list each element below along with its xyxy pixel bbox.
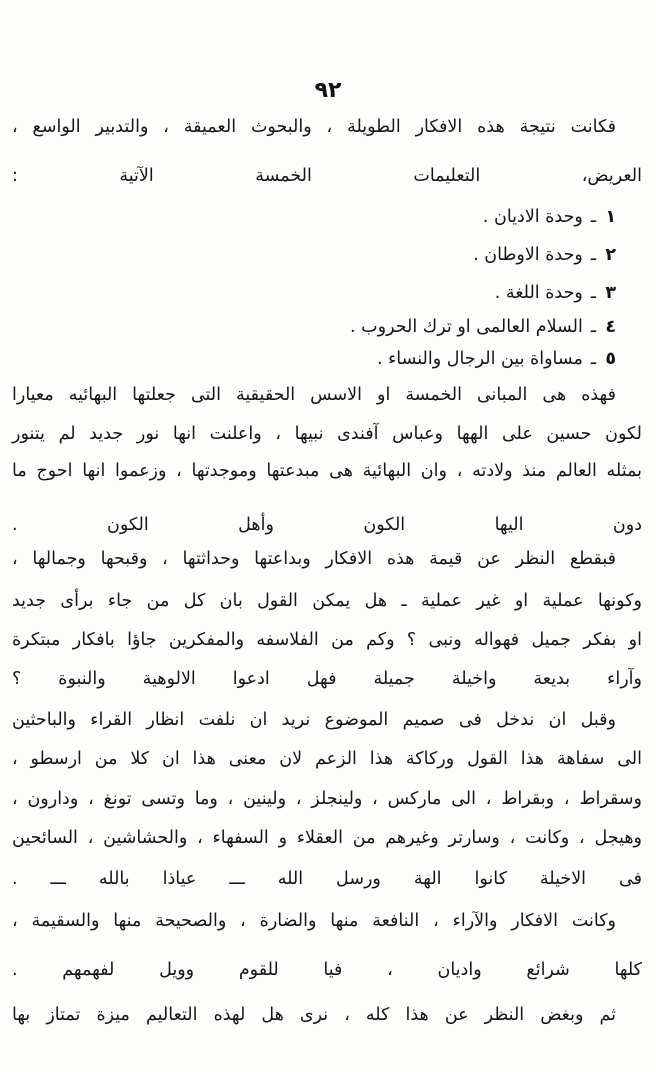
list-item-text: وحدة الاديان .: [482, 207, 583, 227]
list-item-text: السلام العالمى او ترك الحروب .: [350, 317, 583, 337]
list-item-dash: ـ: [590, 317, 596, 337]
list-item-text: مساواة بين الرجال والنساء .: [376, 349, 583, 369]
list-item-dash: ـ: [590, 207, 596, 227]
list-item: [483, 204, 616, 230]
text-line: وهيجل ، وكانت ، وسارتر وغيرهم من العقلاء و السفهاء ، والحشاشين ، السائحين: [12, 828, 642, 848]
text-line: كلها شرائع واديان ، فيا للقوم وويل لفهمهم .: [12, 960, 642, 980]
list-item: [350, 314, 616, 340]
text-line: وقبل ان ندخل فى صميم الموضوع نريد ان نلفت انظار القراء والباحثين: [12, 710, 616, 730]
list-item-number: ٤: [605, 317, 616, 337]
text-line: فى الاخيلة كانوا الهة ورسل الله ـــ عياذا بالله ـــ .: [12, 869, 642, 889]
text-line: دون اليها الكون وأهل الكون .: [12, 515, 642, 535]
text-line: لكون حسين على الهها وعباس آفندى نبيها ، واعلنت انها نور جديد لم يتنور: [12, 424, 642, 444]
list-item-number: ٢: [605, 245, 616, 265]
list-item-dash: ـ: [590, 245, 596, 265]
text-line: فبقطع النظر عن قيمة هذه الافكار وبداعتها وحداثتها ، وقبحها وجمالها ،: [12, 549, 616, 569]
list-item: [377, 346, 616, 372]
text-line: وسقراط ، وبقراط ، الى ماركس ، ولينجلز ، ولينين ، وما وتسى تونغ ، ودارون ،: [12, 789, 642, 809]
list-item: [473, 242, 616, 268]
list-item-number: ٥: [605, 349, 616, 369]
list-item-dash: ـ: [590, 283, 596, 303]
text-line: وكانت الافكار والآراء ، النافعة منها والضارة ، والصحيحة منها والسقيمة ،: [12, 911, 616, 931]
text-line: الى سفاهة هذا القول وركاكة هذا الزعم لان معنى هذا ان كلا من ارسطو ،: [12, 749, 642, 769]
list-item: [495, 280, 616, 306]
list-item-text: وحدة الاوطان .: [473, 245, 583, 265]
list-item-number: ١: [605, 207, 616, 227]
text-line: فكانت نتيجة هذه الافكار الطويلة ، والبحوث العميقة ، والتدبير الواسع ،: [12, 117, 616, 137]
list-item-number: ٣: [605, 283, 616, 303]
page-number: ٩٢: [314, 78, 342, 103]
list-item-dash: ـ: [590, 349, 596, 369]
list-item-text: وحدة اللغة .: [494, 283, 583, 303]
text-line: ثم وبغض النظر عن هذا كله ، نرى هل لهذه التعاليم ميزة تمتاز بها: [12, 1005, 616, 1025]
text-line: العريض، التعليمات الخمسة الآتية :: [12, 166, 642, 186]
text-line: وكونها عملية او غير عملية ـ هل يمكن القول بان كل من جاء برأى جديد: [12, 591, 642, 611]
text-line: فهذه هى المبانى الخمسة او الاسس الحقيقية التى جعلتها البهائيه معيارا: [12, 385, 616, 405]
text-line: وآراء بديعة واخيلة جميلة فهل ادعوا الالوهية والنبوة ؟: [12, 669, 642, 689]
text-line: بمثله العالم منذ ولادته ، وان البهائية هى مبدعتها وموجدتها ، وزعموا انها احوج ما: [12, 461, 642, 481]
text-line: او بفكر جميل فهواله ونبى ؟ وكم من الفلاسفه والمفكرين جاؤا بافكار مبتكرة: [12, 630, 642, 650]
